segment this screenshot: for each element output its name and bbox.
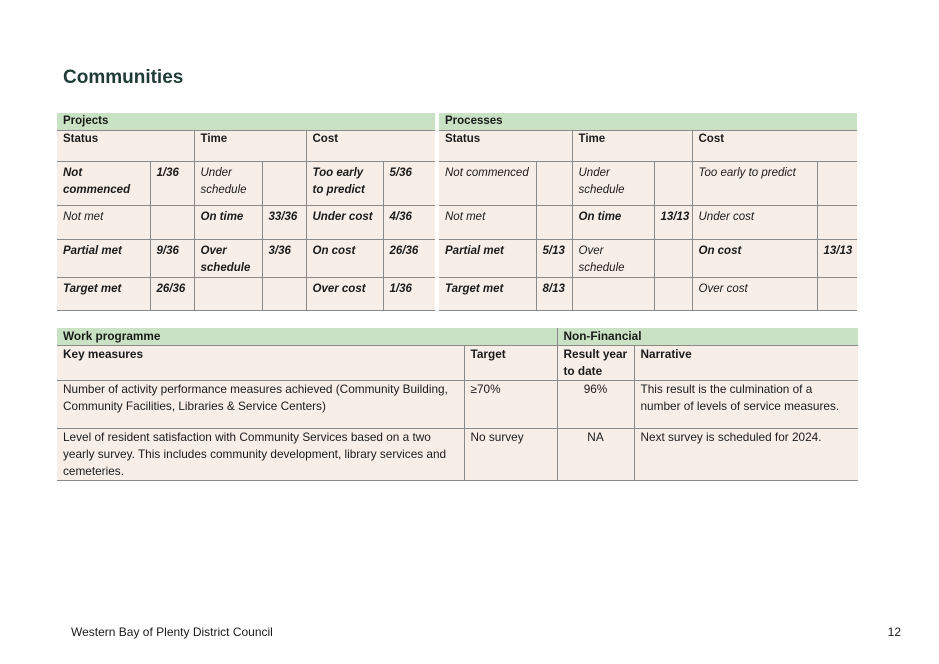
status-value: 9/36 [150, 240, 194, 278]
time-value [654, 240, 692, 278]
cost-value: 13/13 [817, 240, 857, 278]
cost-label: Too early to predict [692, 162, 817, 206]
col-key-measures: Key measures [57, 346, 464, 381]
status-label: Not met [57, 206, 150, 240]
col-target: Target [464, 346, 557, 381]
cost-label: On cost [306, 240, 383, 278]
processes-col-status: Status [439, 131, 572, 162]
processes-col-cost: Cost [692, 131, 857, 162]
cost-label: Over cost [306, 278, 383, 311]
table-row [57, 240, 435, 278]
cost-value [817, 162, 857, 206]
status-value [150, 206, 194, 240]
time-label: On time [194, 206, 262, 240]
table-row [439, 206, 857, 240]
time-value [262, 278, 306, 311]
time-value [654, 278, 692, 311]
status-value: 1/36 [150, 162, 194, 206]
projects-header: Projects [57, 113, 435, 131]
projects-col-cost: Cost [306, 131, 435, 162]
processes-table [439, 113, 857, 311]
time-label: Over schedule [194, 240, 262, 278]
time-label [572, 278, 654, 311]
target-value: No survey [464, 429, 557, 481]
time-value: 33/36 [262, 206, 306, 240]
status-value [536, 206, 572, 240]
status-label: Target met [439, 278, 536, 311]
status-value: 5/13 [536, 240, 572, 278]
status-label: Partial met [57, 240, 150, 278]
time-label: On time [572, 206, 654, 240]
result-value: 96% [557, 381, 634, 429]
measure-text: Number of activity performance measures achieved (Community Building, Community Facilities, Libraries & Service Centers) [57, 381, 464, 429]
cost-value [817, 278, 857, 311]
target-value: ≥70% [464, 381, 557, 429]
projects-table [57, 113, 435, 311]
footer-org: Western Bay of Plenty District Council [71, 625, 273, 639]
cost-label: Under cost [306, 206, 383, 240]
non-financial-header: Non-Financial [557, 328, 858, 346]
table-row [57, 206, 435, 240]
narrative-text: This result is the culmination of a number of levels of service measures. [634, 381, 858, 429]
table-row [57, 162, 435, 206]
cost-label: Under cost [692, 206, 817, 240]
processes-col-time: Time [572, 131, 692, 162]
page-number: 12 [887, 625, 901, 639]
time-value: 13/13 [654, 206, 692, 240]
table-row [439, 240, 857, 278]
cost-value: 5/36 [383, 162, 435, 206]
cost-label: Too early to predict [306, 162, 383, 206]
cost-value: 1/36 [383, 278, 435, 311]
status-value: 26/36 [150, 278, 194, 311]
projects-col-status: Status [57, 131, 194, 162]
cost-value [817, 206, 857, 240]
result-value: NA [557, 429, 634, 481]
time-label: Over schedule [572, 240, 654, 278]
status-label: Not met [439, 206, 536, 240]
status-label: Target met [57, 278, 150, 311]
table-row [57, 278, 435, 311]
cost-value: 4/36 [383, 206, 435, 240]
cost-label: Over cost [692, 278, 817, 311]
status-label: Not commenced [57, 162, 150, 206]
page-title: Communities [63, 67, 184, 88]
col-narrative: Narrative [634, 346, 858, 381]
status-value [536, 162, 572, 206]
projects-col-time: Time [194, 131, 306, 162]
measure-text: Level of resident satisfaction with Community Services based on a two yearly survey. This includes community development, library services and cemeteries. [57, 429, 464, 481]
table-row [439, 162, 857, 206]
work-programme-table [57, 328, 858, 481]
table-row [439, 278, 857, 311]
time-label [194, 278, 262, 311]
cost-value: 26/36 [383, 240, 435, 278]
time-value: 3/36 [262, 240, 306, 278]
status-label: Not commenced [439, 162, 536, 206]
processes-header: Processes [439, 113, 857, 131]
status-value: 8/13 [536, 278, 572, 311]
time-label: Under schedule [194, 162, 262, 206]
col-result: Result year to date [557, 346, 634, 381]
time-value [262, 162, 306, 206]
time-label: Under schedule [572, 162, 654, 206]
status-label: Partial met [439, 240, 536, 278]
time-value [654, 162, 692, 206]
cost-label: On cost [692, 240, 817, 278]
narrative-text: Next survey is scheduled for 2024. [634, 429, 858, 481]
work-programme-header: Work programme [57, 328, 557, 346]
table-row [57, 381, 858, 429]
table-row [57, 429, 858, 481]
